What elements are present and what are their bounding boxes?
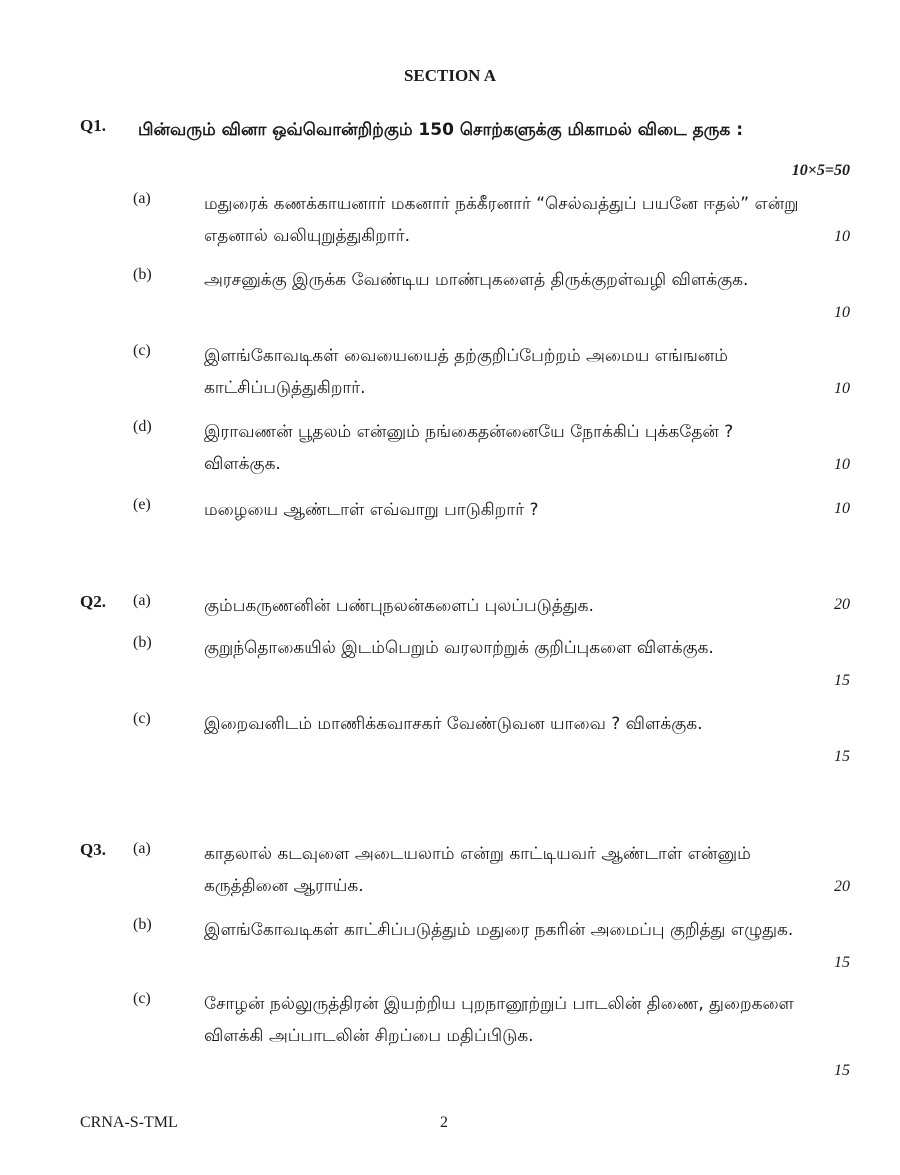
q3-number: Q3. <box>80 840 106 859</box>
part-marks: 20 <box>834 596 850 613</box>
q1-header <box>80 116 850 179</box>
part-text: குறுந்தொகையில் இடம்பெறும் வரலாற்றுக் குறிப்புகளை விளக்குக. <box>204 638 714 658</box>
part-text: கும்பகருணனின் பண்புநலன்களைப் புலப்படுத்துக. <box>204 596 594 616</box>
q1-part-a <box>80 188 850 252</box>
q1-instruction: பின்வரும் வினா ஒவ்வொன்றிற்கும் 150 சொற்களுக்கு மிகாமல் விடை தருக : <box>138 120 744 140</box>
q2-part-a <box>80 590 850 622</box>
part-text: அரசனுக்கு இருக்க வேண்டிய மாண்புகளைத் திருக்குறள்வழி விளக்குக. <box>204 270 749 290</box>
part-marks: 20 <box>834 878 850 895</box>
page-number: 2 <box>440 1114 448 1131</box>
q3-part-a <box>80 838 850 902</box>
part-marks: 15 <box>834 672 850 689</box>
part-marks: 15 <box>834 1062 850 1079</box>
q2-part-b <box>80 632 850 696</box>
part-text: மதுரைக் கணக்காயனார் மகனார் நக்கீரனார் “செல்வத்துப் பயனே ஈதல்” என்று எதனால் வலியுறுத்துகிறார். <box>204 194 799 246</box>
q3-part-b <box>80 914 850 978</box>
section-title: SECTION A <box>403 66 497 85</box>
q2-part-c <box>80 708 850 772</box>
document-code: CRNA-S-TML <box>80 1114 178 1131</box>
part-label: (e) <box>133 496 151 513</box>
part-label: (d) <box>133 418 152 435</box>
q1-part-d <box>80 416 850 480</box>
part-label: (c) <box>133 710 151 727</box>
part-marks: 10 <box>834 380 850 397</box>
part-marks: 10 <box>834 500 850 517</box>
part-marks: 10 <box>834 456 850 473</box>
part-label: (b) <box>133 916 152 933</box>
part-text: இராவணன் பூதலம் என்னும் நங்கைதன்னையே நோக்கிப் புக்கதேன் ? விளக்குக. <box>204 422 734 474</box>
part-label: (c) <box>133 990 151 1007</box>
part-text: இளங்கோவடிகள் காட்சிப்படுத்தும் மதுரை நகரின் அமைப்பு குறித்து எழுதுக. <box>204 920 794 940</box>
part-marks: 10 <box>834 228 850 245</box>
part-label: (b) <box>133 634 152 651</box>
part-marks: 10 <box>834 304 850 321</box>
part-text: இறைவனிடம் மாணிக்கவாசகர் வேண்டுவன யாவை ? விளக்குக. <box>204 714 703 734</box>
q1-part-c <box>80 340 850 404</box>
part-text: இளங்கோவடிகள் வையையைத் தற்குறிப்பேற்றம் அமைய எங்ஙனம் காட்சிப்படுத்துகிறார். <box>204 346 728 398</box>
q1-part-e <box>80 494 850 526</box>
q1-marks: 10×5=50 <box>791 162 850 179</box>
part-label: (a) <box>133 190 151 207</box>
part-label: (c) <box>133 342 151 359</box>
part-marks: 15 <box>834 954 850 971</box>
part-label: (b) <box>133 266 152 283</box>
part-label: (a) <box>133 840 151 857</box>
part-label: (a) <box>133 592 151 609</box>
part-text: மழையை ஆண்டாள் எவ்வாறு பாடுகிறார் ? <box>204 500 539 520</box>
part-text: காதலால் கடவுளை அடையலாம் என்று காட்டியவர் ஆண்டாள் என்னும் கருத்தினை ஆராய்க. <box>204 844 751 896</box>
q2-number: Q2. <box>80 592 106 611</box>
q3-part-c <box>80 988 850 1084</box>
part-text: சோழன் நல்லுருத்திரன் இயற்றிய புறநானூற்றுப் பாடலின் திணை, துறைகளை விளக்கி அப்பாடலின் சிறப்பை மதிப்பிடுக. <box>204 994 794 1046</box>
q1-number: Q1. <box>80 116 106 135</box>
q1-part-b <box>80 264 850 328</box>
part-marks: 15 <box>834 748 850 765</box>
